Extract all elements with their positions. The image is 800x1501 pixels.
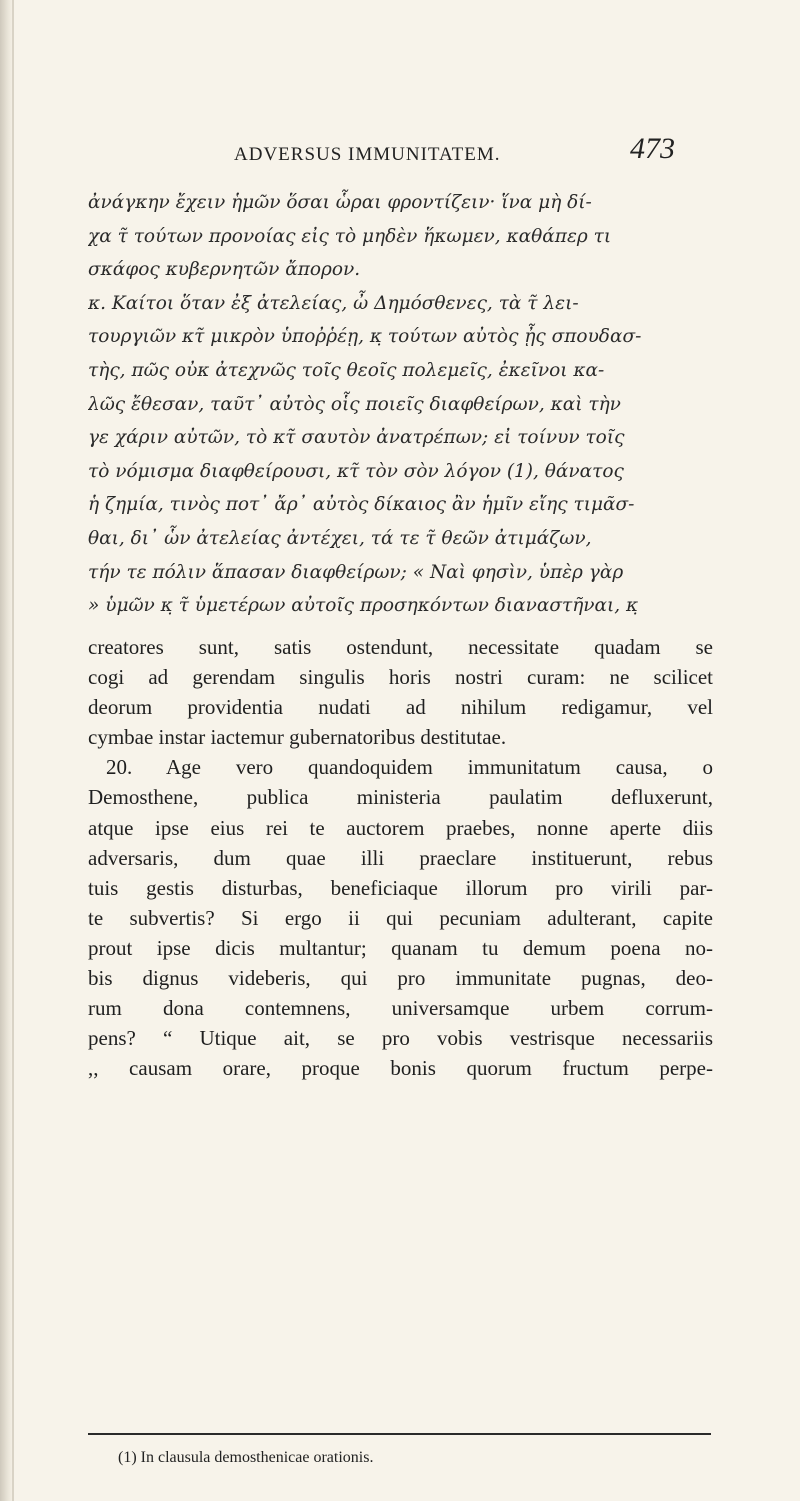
greek-line: τουργιῶν κτ̃ μικρὸν ὑποῤῥέῃ, κ̣ τούτων αὐτὸς ᾖς σπουδασ- bbox=[88, 326, 642, 348]
page-number: 473 bbox=[630, 132, 675, 165]
latin-line: adversaris, dum quae illi praeclare instituerunt, rebus bbox=[88, 845, 713, 870]
greek-line: σκάφος κυβερνητῶν ἄπορον. bbox=[88, 259, 361, 281]
page-header bbox=[90, 132, 710, 176]
greek-line: θαι, δι᾽ ὧν ἀτελείας ἀντέχει, τά τε τ̃ θεῶν ἀτιμάζων, bbox=[88, 527, 592, 549]
latin-line: cymbae instar iactemur gubernatoribus destitutae. bbox=[88, 725, 507, 750]
latin-line: deorum providentia nudati ad nihilum redigamur, vel bbox=[88, 695, 713, 720]
greek-line: » ὑμῶν κ̣ τ̃ ὑμετέρων αὐτοῖς προσηκόντων διαναστῆναι, κ̣ bbox=[88, 595, 639, 617]
latin-line: tuis gestis disturbas, beneficiaque illorum pro virili par- bbox=[88, 875, 713, 900]
latin-line: ,, causam orare, proque bonis quorum fructum perpe- bbox=[88, 1056, 713, 1081]
greek-line: λῶς ἔθεσαν, ταῦτ᾽ αὐτὸς οἷς ποιεῖς διαφθείρων, καὶ τὴν bbox=[88, 393, 621, 415]
latin-text-block bbox=[88, 632, 713, 1083]
latin-line: 20. Age vero quandoquidem immunitatum causa, o bbox=[106, 755, 713, 780]
latin-line: te subvertis? Si ergo ii qui pecuniam adulterant, capite bbox=[88, 905, 713, 930]
footnote: (1) In clausula demosthenicae orationis. bbox=[118, 1449, 374, 1466]
greek-line: κ. Καίτοι ὅταν ἐξ ἀτελείας, ὦ Δημόσθενες, τὰ τ̃ λει- bbox=[88, 292, 579, 314]
running-title: ADVERSUS IMMUNITATEM. bbox=[234, 144, 501, 165]
greek-line: γε χάριν αὐτῶν, τὸ κτ̃ σαυτὸν ἀνατρέπων; εἰ τοίνυν τοῖς bbox=[88, 427, 625, 449]
greek-line: τὸ νόμισμα διαφθείρουσι, κτ̃ τὸν σὸν λόγον (1), θάνατος bbox=[88, 460, 624, 482]
greek-line: ἀνάγκην ἔχειν ἡμῶν ὅσαι ὧραι φροντίζειν· ἵνα μὴ δί- bbox=[88, 192, 592, 213]
greek-line: ἡ ζημία, τινὸς ποτ᾽ ἄρ᾽ αὐτὸς δίκαιος ἂν ἡμῖν εἴης τιμᾶσ- bbox=[88, 494, 635, 516]
greek-line: τήν τε πόλιν ἅπασαν διαφθείρων; « Ναὶ φησὶν, ὑπὲρ γὰρ bbox=[88, 561, 624, 583]
latin-line: rum dona contemnens, universamque urbem corrum- bbox=[88, 996, 713, 1021]
greek-line: τὴς, πῶς οὐκ ἀτεχνῶς τοῖς θεοῖς πολεμεῖς, ἐκεῖνοι κα- bbox=[88, 359, 605, 381]
latin-line: Demosthene, publica ministeria paulatim defluxerunt, bbox=[88, 785, 713, 810]
latin-line: creatores sunt, satis ostendunt, necessitate quadam se bbox=[88, 635, 713, 659]
greek-line: χα τ̃ τούτων προνοίας εἰς τὸ μηδὲν ἥκωμεν, καθάπερ τι bbox=[88, 225, 612, 247]
latin-line: pens? “ Utique ait, se pro vobis vestrisque necessariis bbox=[88, 1026, 713, 1051]
latin-line: atque ipse eius rei te auctorem praebes, nonne aperte diis bbox=[88, 815, 713, 840]
latin-line: bis dignus videberis, qui pro immunitate pugnas, deo- bbox=[88, 966, 713, 991]
latin-line: prout ipse dicis multantur; quanam tu demum poena no- bbox=[88, 935, 713, 960]
footnote-divider bbox=[88, 1433, 711, 1435]
greek-text-block bbox=[88, 186, 713, 623]
page-binding-line bbox=[12, 0, 14, 1501]
latin-line: cogi ad gerendam singulis horis nostri curam: ne scilicet bbox=[88, 665, 713, 690]
